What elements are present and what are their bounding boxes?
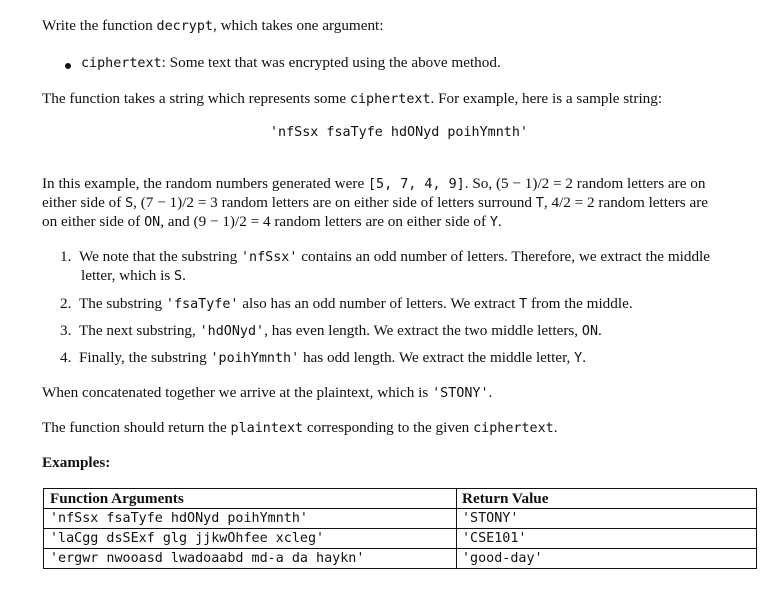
step-code: ON — [581, 324, 599, 339]
table-row — [44, 529, 757, 549]
step-text: The next substring, — [78, 322, 200, 339]
explain-line-1 — [42, 175, 705, 193]
step-text: has odd length. We extract the middle letter, — [299, 349, 575, 366]
bullet-dot — [65, 63, 71, 69]
table-header-row — [44, 489, 757, 509]
explain-text: . — [497, 213, 502, 230]
step-3 — [60, 322, 602, 340]
returns-pre: The function should return the — [42, 419, 231, 436]
function-name: decrypt — [156, 19, 213, 34]
step-number: 3. — [60, 322, 72, 339]
argument-description: Some text that was encrypted using the above method. — [165, 54, 501, 71]
examples-heading — [42, 454, 110, 472]
step-text: contains an odd number of letters. Therefore, we extract the middle — [297, 248, 711, 265]
step-code: Y — [574, 351, 583, 366]
explain-text: , 4/2 = 2 random letters are — [543, 194, 709, 211]
step-1-line-1 — [60, 248, 710, 266]
step-number: 2. — [60, 295, 72, 312]
arguments-cell: 'ergwr nwooasd lwadoaabd md-a da haykn' — [44, 549, 457, 569]
explain-text: . So, (5 − 1)/2 = 2 random letters are on — [464, 175, 706, 192]
explain-line-2 — [42, 194, 708, 212]
examples-label: Examples: — [42, 454, 111, 471]
step-4 — [60, 349, 586, 367]
step-text: . — [182, 267, 186, 284]
takes-arg: ciphertext — [349, 92, 431, 107]
arguments-cell: 'laCgg dsSExf glg jjkwOhfee xcleg' — [44, 529, 457, 549]
returns-mid: corresponding to the given — [303, 419, 474, 436]
intro-pre: Write the function — [42, 17, 157, 34]
step-text: letter, which is — [81, 267, 175, 284]
argument-colon: : — [161, 54, 166, 71]
step-number: 4. — [60, 349, 72, 366]
step-1-line-2 — [81, 267, 186, 285]
step-text: from the middle. — [527, 295, 633, 312]
takes-pre: The function takes a string which represents some — [42, 90, 350, 107]
step-text: We note that the substring — [78, 248, 241, 265]
step-text: also has an odd number of letters. We extract — [238, 295, 520, 312]
step-number: 1. — [60, 248, 72, 265]
explain-text: on either side of — [42, 213, 145, 230]
concat-pre: When concatenated together we arrive at the plaintext, which is — [42, 384, 433, 401]
step-text: . — [582, 349, 586, 366]
returns-code: plaintext — [230, 421, 304, 436]
table-row — [44, 549, 757, 569]
explain-code: Y — [489, 215, 498, 230]
returns-post: . — [553, 419, 558, 436]
step-code: 'fsaTyfe' — [165, 297, 239, 312]
step-text: The substring — [78, 295, 166, 312]
step-text: Finally, the substring — [78, 349, 211, 366]
arguments-cell: 'nfSsx fsaTyfe hdONyd poihYmnth' — [44, 509, 457, 529]
column-header-return: Return Value — [457, 489, 757, 509]
step-2 — [60, 295, 633, 313]
explain-code: S — [125, 196, 134, 211]
argument-bullet — [81, 54, 501, 72]
step-code: 'poihYmnth' — [210, 351, 300, 366]
step-code: 'hdONyd' — [199, 324, 265, 339]
intro-text — [42, 17, 384, 35]
explain-code: T — [535, 196, 544, 211]
explain-line-3 — [42, 213, 502, 231]
return-cell: 'STONY' — [457, 509, 757, 529]
step-code: S — [174, 269, 183, 284]
returns-text — [42, 419, 558, 437]
step-text: . — [598, 322, 602, 339]
argument-name: ciphertext — [81, 56, 162, 71]
column-header-arguments: Function Arguments — [44, 489, 457, 509]
explain-nums: [5, 7, 4, 9] — [368, 177, 465, 192]
step-code: 'nfSsx' — [241, 250, 298, 265]
explain-text: , and (9 − 1)/2 = 4 random letters are on either side of — [160, 213, 490, 230]
explain-code: ON — [144, 215, 161, 230]
intro-post: , which takes one argument: — [212, 17, 384, 34]
takes-post: . For example, here is a sample string: — [430, 90, 663, 107]
return-cell: 'good-day' — [457, 549, 757, 569]
explain-text: either side of — [42, 194, 126, 211]
table-row — [44, 509, 757, 529]
explain-text: In this example, the random numbers generated were — [42, 175, 368, 192]
returns-code: ciphertext — [473, 421, 554, 436]
step-code: T — [519, 297, 528, 312]
return-cell: 'CSE101' — [457, 529, 757, 549]
examples-table — [43, 488, 757, 569]
concat-code: 'STONY' — [432, 386, 489, 401]
concat-text — [42, 384, 492, 402]
step-text: , has even length. We extract the two middle letters, — [264, 322, 582, 339]
explain-text: , (7 − 1)/2 = 3 random letters are on either side of letters surround — [133, 194, 536, 211]
takes-text — [42, 90, 662, 108]
sample-string: 'nfSsx fsaTyfe hdONyd poihYmnth' — [270, 125, 528, 140]
concat-post: . — [488, 384, 493, 401]
